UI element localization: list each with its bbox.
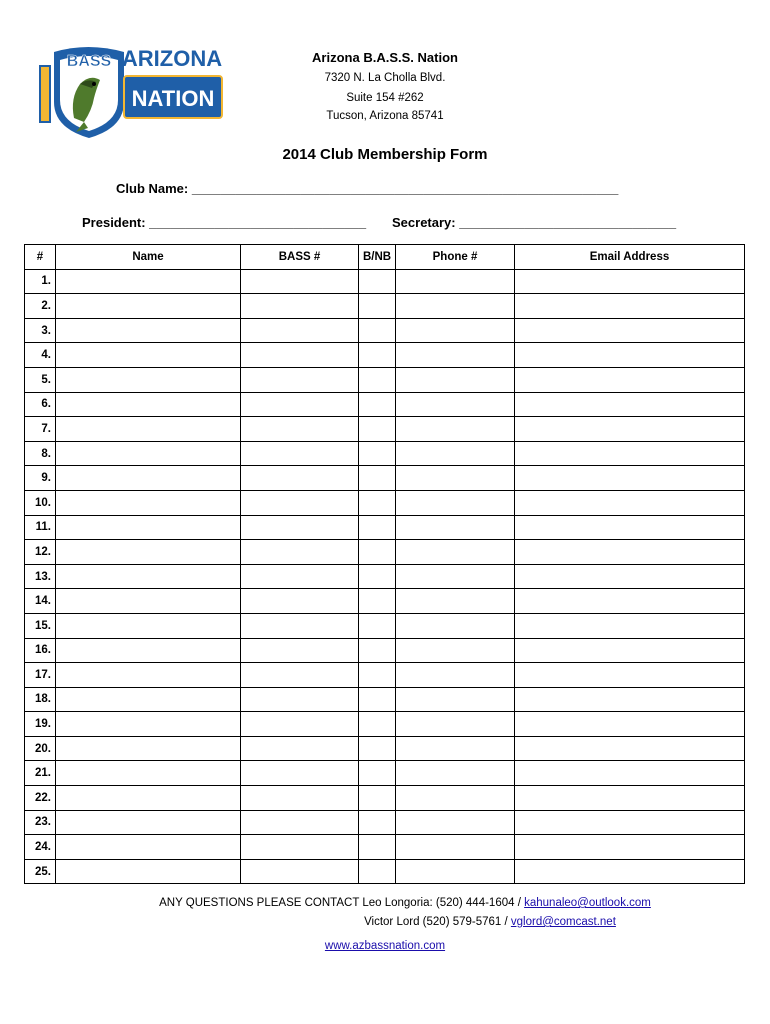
phone-cell[interactable] xyxy=(396,441,515,466)
email-cell[interactable] xyxy=(515,367,745,392)
phone-cell[interactable] xyxy=(396,466,515,491)
phone-cell[interactable] xyxy=(396,367,515,392)
row-number: 16. xyxy=(25,638,56,663)
table-row xyxy=(25,392,745,417)
row-number: 19. xyxy=(25,712,56,737)
email-cell[interactable] xyxy=(515,859,745,884)
phone-cell[interactable] xyxy=(396,540,515,565)
name-cell[interactable] xyxy=(56,638,241,663)
bass-number-cell[interactable] xyxy=(241,269,359,294)
phone-cell[interactable] xyxy=(396,589,515,614)
table-row xyxy=(25,712,745,737)
bnb-cell[interactable] xyxy=(359,490,396,515)
email-cell[interactable] xyxy=(515,712,745,737)
bnb-cell[interactable] xyxy=(359,318,396,343)
bnb-cell[interactable] xyxy=(359,687,396,712)
phone-cell[interactable] xyxy=(396,736,515,761)
row-number: 9. xyxy=(25,466,56,491)
org-address-line1: 7320 N. La Cholla Blvd. xyxy=(324,72,446,84)
bass-number-cell[interactable] xyxy=(241,367,359,392)
row-number: 10. xyxy=(25,490,56,515)
contact-2-text: Victor Lord (520) 579-5761 / xyxy=(364,916,511,928)
table-row xyxy=(25,367,745,392)
bass-number-cell[interactable] xyxy=(241,490,359,515)
table-row xyxy=(25,318,745,343)
name-cell[interactable] xyxy=(56,294,241,319)
header-phone: Phone # xyxy=(396,245,515,270)
arizona-bass-nation-logo xyxy=(38,40,224,140)
table-row xyxy=(25,638,745,663)
bnb-cell[interactable] xyxy=(359,613,396,638)
row-number: 23. xyxy=(25,810,56,835)
email-cell[interactable] xyxy=(515,466,745,491)
email-cell[interactable] xyxy=(515,515,745,540)
bass-number-cell[interactable] xyxy=(241,786,359,811)
table-row xyxy=(25,540,745,565)
email-cell[interactable] xyxy=(515,786,745,811)
bass-number-cell[interactable] xyxy=(241,392,359,417)
email-cell[interactable] xyxy=(515,343,745,368)
row-number: 1. xyxy=(25,269,56,294)
name-cell[interactable] xyxy=(56,761,241,786)
name-cell[interactable] xyxy=(56,343,241,368)
website-line xyxy=(0,940,770,952)
contact-1-text: ANY QUESTIONS PLEASE CONTACT Leo Longoria: (520) 444-1604 / xyxy=(159,897,525,909)
name-cell[interactable] xyxy=(56,417,241,442)
president-field[interactable]: President: ______________________________ xyxy=(82,215,367,230)
table-row xyxy=(25,859,745,884)
row-number: 11. xyxy=(25,515,56,540)
row-number: 22. xyxy=(25,786,56,811)
bass-number-cell[interactable] xyxy=(241,515,359,540)
name-cell[interactable] xyxy=(56,367,241,392)
bass-number-cell[interactable] xyxy=(241,638,359,663)
bnb-cell[interactable] xyxy=(359,294,396,319)
name-cell[interactable] xyxy=(56,318,241,343)
phone-cell[interactable] xyxy=(396,564,515,589)
name-cell[interactable] xyxy=(56,663,241,688)
name-cell[interactable] xyxy=(56,540,241,565)
bnb-cell[interactable] xyxy=(359,589,396,614)
email-cell[interactable] xyxy=(515,810,745,835)
table-row xyxy=(25,564,745,589)
table-row xyxy=(25,810,745,835)
row-number: 8. xyxy=(25,441,56,466)
row-number: 2. xyxy=(25,294,56,319)
phone-cell[interactable] xyxy=(396,613,515,638)
phone-cell[interactable] xyxy=(396,761,515,786)
phone-cell[interactable] xyxy=(396,712,515,737)
row-number: 5. xyxy=(25,367,56,392)
email-cell[interactable] xyxy=(515,613,745,638)
name-cell[interactable] xyxy=(56,441,241,466)
contact-1-email-link[interactable]: kahunaleo@outlook.com xyxy=(524,897,651,909)
row-number: 4. xyxy=(25,343,56,368)
row-number: 13. xyxy=(25,564,56,589)
bnb-cell[interactable] xyxy=(359,835,396,860)
bass-number-cell[interactable] xyxy=(241,687,359,712)
phone-cell[interactable] xyxy=(396,392,515,417)
bass-number-cell[interactable] xyxy=(241,663,359,688)
org-address-line2: Suite 154 #262 xyxy=(346,92,424,104)
phone-cell[interactable] xyxy=(396,318,515,343)
bass-number-cell[interactable] xyxy=(241,736,359,761)
phone-cell[interactable] xyxy=(396,294,515,319)
name-cell[interactable] xyxy=(56,736,241,761)
org-address-line3: Tucson, Arizona 85741 xyxy=(326,110,444,122)
bnb-cell[interactable] xyxy=(359,761,396,786)
row-number: 18. xyxy=(25,687,56,712)
bnb-cell[interactable] xyxy=(359,343,396,368)
header-bass-number: BASS # xyxy=(241,245,359,270)
bnb-cell[interactable] xyxy=(359,367,396,392)
table-row xyxy=(25,343,745,368)
email-cell[interactable] xyxy=(515,687,745,712)
bnb-cell[interactable] xyxy=(359,466,396,491)
table-row xyxy=(25,613,745,638)
bass-number-cell[interactable] xyxy=(241,589,359,614)
bnb-cell[interactable] xyxy=(359,859,396,884)
bass-number-cell[interactable] xyxy=(241,761,359,786)
email-cell[interactable] xyxy=(515,294,745,319)
bnb-cell[interactable] xyxy=(359,810,396,835)
name-cell[interactable] xyxy=(56,810,241,835)
row-number: 24. xyxy=(25,835,56,860)
table-row xyxy=(25,269,745,294)
secretary-field[interactable]: Secretary: ______________________________ xyxy=(392,215,677,230)
row-number: 7. xyxy=(25,417,56,442)
bnb-cell[interactable] xyxy=(359,638,396,663)
table-row xyxy=(25,786,745,811)
bass-number-cell[interactable] xyxy=(241,613,359,638)
name-cell[interactable] xyxy=(56,786,241,811)
name-cell[interactable] xyxy=(56,466,241,491)
name-cell[interactable] xyxy=(56,564,241,589)
bnb-cell[interactable] xyxy=(359,663,396,688)
email-cell[interactable] xyxy=(515,269,745,294)
table-row xyxy=(25,441,745,466)
phone-cell[interactable] xyxy=(396,638,515,663)
row-number: 14. xyxy=(25,589,56,614)
header-bnb: B/NB xyxy=(359,245,396,270)
name-cell[interactable] xyxy=(56,490,241,515)
bnb-cell[interactable] xyxy=(359,736,396,761)
table-row xyxy=(25,417,745,442)
bnb-cell[interactable] xyxy=(359,269,396,294)
email-cell[interactable] xyxy=(515,663,745,688)
bass-number-cell[interactable] xyxy=(241,712,359,737)
table-row xyxy=(25,589,745,614)
phone-cell[interactable] xyxy=(396,810,515,835)
email-cell[interactable] xyxy=(515,589,745,614)
name-cell[interactable] xyxy=(56,392,241,417)
name-cell[interactable] xyxy=(56,687,241,712)
row-number: 20. xyxy=(25,736,56,761)
bass-number-cell[interactable] xyxy=(241,343,359,368)
header-name: Name xyxy=(56,245,241,270)
table-row xyxy=(25,687,745,712)
contact-2-email-link[interactable]: vglord@comcast.net xyxy=(510,916,616,928)
bass-number-cell[interactable] xyxy=(241,564,359,589)
bass-number-cell[interactable] xyxy=(241,441,359,466)
org-name: Arizona B.A.S.S. Nation xyxy=(312,50,458,65)
table-row xyxy=(25,663,745,688)
phone-cell[interactable] xyxy=(396,786,515,811)
name-cell[interactable] xyxy=(56,859,241,884)
logo-nation-text: NATION xyxy=(131,86,215,111)
email-cell[interactable] xyxy=(515,736,745,761)
bnb-cell[interactable] xyxy=(359,441,396,466)
bass-number-cell[interactable] xyxy=(241,466,359,491)
email-cell[interactable] xyxy=(515,540,745,565)
row-number: 21. xyxy=(25,761,56,786)
name-cell[interactable] xyxy=(56,712,241,737)
phone-cell[interactable] xyxy=(396,269,515,294)
name-cell[interactable] xyxy=(56,589,241,614)
table-row xyxy=(25,466,745,491)
bass-number-cell[interactable] xyxy=(241,859,359,884)
table-row xyxy=(25,294,745,319)
logo-arizona-text: ARIZONA xyxy=(121,46,223,71)
name-cell[interactable] xyxy=(56,515,241,540)
table-row xyxy=(25,736,745,761)
bnb-cell[interactable] xyxy=(359,392,396,417)
phone-cell[interactable] xyxy=(396,343,515,368)
logo-bass-text: BASS xyxy=(66,53,112,70)
row-number: 15. xyxy=(25,613,56,638)
bnb-cell[interactable] xyxy=(359,712,396,737)
header-email: Email Address xyxy=(515,245,745,270)
bnb-cell[interactable] xyxy=(359,786,396,811)
row-number: 12. xyxy=(25,540,56,565)
contact-line-1 xyxy=(20,897,770,909)
email-cell[interactable] xyxy=(515,761,745,786)
bass-number-cell[interactable] xyxy=(241,835,359,860)
club-name-field[interactable]: Club Name: ___________________________________________________________ xyxy=(116,181,619,196)
email-cell[interactable] xyxy=(515,638,745,663)
phone-cell[interactable] xyxy=(396,663,515,688)
phone-cell[interactable] xyxy=(396,859,515,884)
row-number: 17. xyxy=(25,663,56,688)
name-cell[interactable] xyxy=(56,269,241,294)
table-row xyxy=(25,761,745,786)
bnb-cell[interactable] xyxy=(359,540,396,565)
contact-line-2 xyxy=(105,916,770,928)
table-row xyxy=(25,515,745,540)
phone-cell[interactable] xyxy=(396,490,515,515)
email-cell[interactable] xyxy=(515,564,745,589)
name-cell[interactable] xyxy=(56,835,241,860)
bnb-cell[interactable] xyxy=(359,564,396,589)
email-cell[interactable] xyxy=(515,392,745,417)
table-header-row xyxy=(25,245,745,270)
email-cell[interactable] xyxy=(515,417,745,442)
bass-number-cell[interactable] xyxy=(241,318,359,343)
bass-number-cell[interactable] xyxy=(241,810,359,835)
name-cell[interactable] xyxy=(56,613,241,638)
email-cell[interactable] xyxy=(515,318,745,343)
bnb-cell[interactable] xyxy=(359,417,396,442)
phone-cell[interactable] xyxy=(396,417,515,442)
row-number: 25. xyxy=(25,859,56,884)
bass-number-cell[interactable] xyxy=(241,294,359,319)
header-number: # xyxy=(25,245,56,270)
form-title: 2014 Club Membership Form xyxy=(282,146,488,163)
table-row xyxy=(25,490,745,515)
website-link[interactable]: www.azbassnation.com xyxy=(324,940,446,952)
email-cell[interactable] xyxy=(515,441,745,466)
row-number: 3. xyxy=(25,318,56,343)
phone-cell[interactable] xyxy=(396,835,515,860)
email-cell[interactable] xyxy=(515,490,745,515)
bass-number-cell[interactable] xyxy=(241,417,359,442)
table-row xyxy=(25,835,745,860)
bass-number-cell[interactable] xyxy=(241,540,359,565)
phone-cell[interactable] xyxy=(396,687,515,712)
email-cell[interactable] xyxy=(515,835,745,860)
row-number: 6. xyxy=(25,392,56,417)
phone-cell[interactable] xyxy=(396,515,515,540)
bnb-cell[interactable] xyxy=(359,515,396,540)
membership-table xyxy=(24,244,745,884)
